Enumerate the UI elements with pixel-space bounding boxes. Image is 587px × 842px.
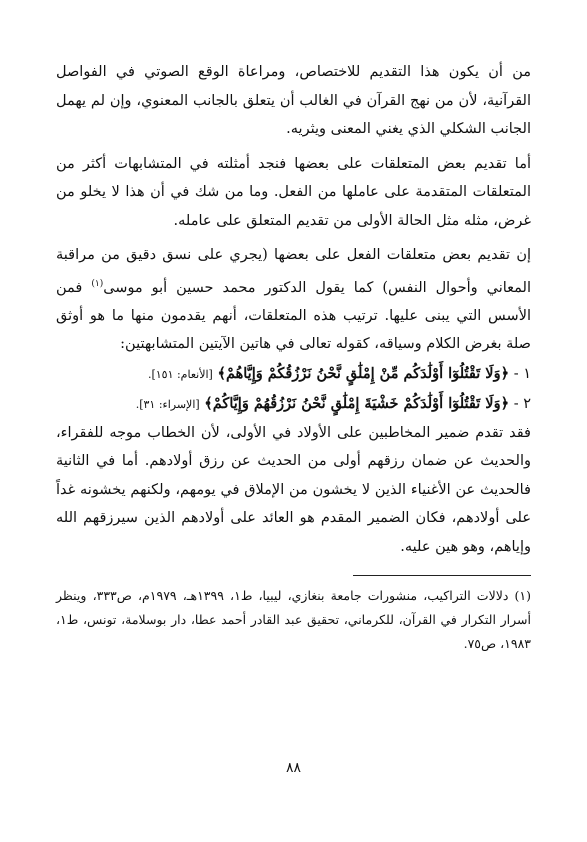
page-number: ٨٨ [285,760,302,776]
verse-1-ref: [الأنعام: ١٥١]. [147,367,213,381]
verse-2 [56,389,531,419]
verse-2-text: ﴿وَلَا تَقْتُلُوٓا أَوْلَٰدَكُمْ خَشْيَةَ إِمْلَٰقٍ نَّحْنُ نَرْزُقُهُمْ وَإِيَّاكُمْ﴾ [204,394,510,412]
footnote-marker[interactable]: (١) [91,278,104,289]
verse-1-text: ﴿وَلَا تَقْتُلُوٓا أَوْلَٰدَكُم مِّنْ إِمْلَٰقٍ نَّحْنُ نَرْزُقُكُمْ وَإِيَّاهُمْ﴾ [217,364,510,382]
paragraph-3 [56,241,531,359]
verse-1-number: ١ - [513,365,531,382]
footnote-divider [353,575,531,576]
paragraph-1: من أن يكون هذا التقديم للاختصاص، ومراعاة الوقع الصوتي في الفواصل القرآنية، لأن من نهج القرآن في الغالب أن يتعلق بالجانب المعنوي، وإن لم يهمل الجانب الشكلي الذي يغني المعنى ويثريه. [56,64,531,137]
page-body [56,58,531,818]
paragraph-4: فقد تقدم ضمير المخاطبين على الأولاد في الأولى، لأن الخطاب موجه للفقراء، والحديث عن ضمان رزقهم أولى من الحديث عن رزق أولادهم. أما في الثانية فالحديث عن الأغنياء الذين لا يخشون من الإملاق في يومهم، ولكنهم يخشونه غداً على أولادهم، فكان الضمير المقدم هو العائد على أولادهم الذين سيرزقهم الله وإياهم، وهو هين عليه. [56,424,531,555]
verse-2-ref: [الإسراء: ٣١]. [135,397,200,411]
verse-1 [56,359,531,389]
verse-2-number: ٢ - [513,395,531,412]
footnote-1: (١) دلالات التراكيب، منشورات جامعة بنغازي، ليبيا، ط١، ١٣٩٩هـ، ١٩٧٩م، ص٣٣٣، وينظر أسرار التكرار في القرآن، للكرماني، تحقيق عبد القادر أحمد عطا، دار بوسلامة، تونس، ط١، ١٩٨٣، ص٧٥. [56,588,532,652]
paragraph-2: أما تقديم بعض المتعلقات على بعضها فنجد أمثلته في المتشابهات أكثر من المتعلقات المتقدمة على عاملها من الفعل. وما من شك في أن هذا لا يخلو من غرض، مثله مثل الحالة الأولى من تقديم المتعلق على عامله. [56,155,531,229]
paragraph-3-text: إن تقديم بعض متعلقات الفعل على بعضها (يجري على نسق دقيق من مراقبة المعاني وأحوال النفس) كما يقول الدكتور محمد حسين أبو موسى [56,247,531,296]
paragraph-3-continued: فمن الأسس التي يبنى عليها. ترتيب هذه المتعلقات، أنهم يقدمون منها ما هو أوثق صلة بغرض الكلام وسياقه، كقوله تعالى في هاتين الآيتين المتشابهتين: [56,279,531,353]
